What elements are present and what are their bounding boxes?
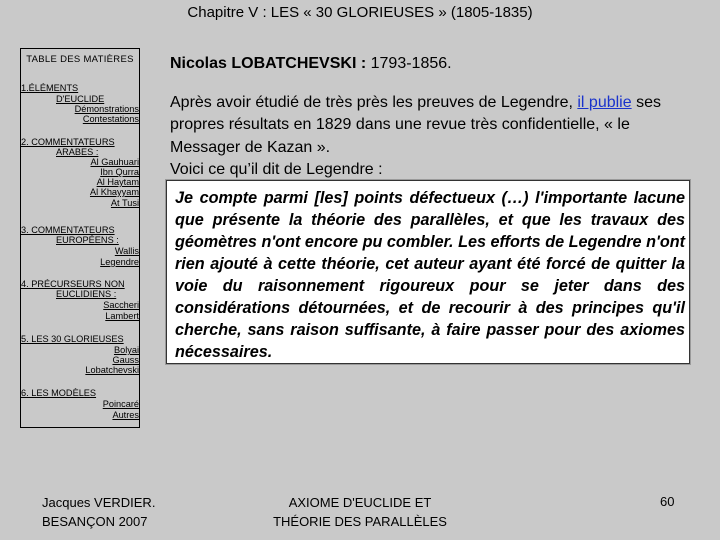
intro-text: Après avoir étudié de très près les preuves de Legendre, [170, 94, 578, 111]
slide-title: Chapitre V : LES « 30 GLORIEUSES » (1805-1835) [187, 4, 533, 21]
publication-link[interactable]: il publie [577, 94, 632, 111]
toc-entry[interactable] [21, 167, 141, 178]
toc-entry[interactable] [21, 345, 141, 356]
toc-entry[interactable] [21, 279, 139, 290]
toc-entry-label[interactable]: At Tusi [110, 198, 139, 208]
footer-course-title [260, 494, 460, 532]
toc-entry-label[interactable]: 3. COMMENTATEURS [21, 225, 115, 235]
toc-entry[interactable] [21, 246, 141, 257]
toc-entry[interactable] [21, 137, 139, 148]
toc-entry[interactable] [21, 399, 141, 410]
person-heading [170, 55, 452, 73]
intro-paragraph [170, 92, 692, 182]
toc-entry[interactable] [21, 257, 141, 268]
toc-entry[interactable] [21, 235, 174, 246]
toc-entry-label[interactable]: Saccheri [103, 300, 139, 310]
footer-author-place: BESANÇON 2007 [42, 513, 148, 529]
toc-entry-label[interactable]: Gauss [112, 355, 139, 365]
toc-entry[interactable] [21, 94, 174, 105]
toc-entry-label[interactable]: Al Gauhuari [90, 157, 139, 167]
toc-entry[interactable] [21, 225, 139, 236]
intro-last-line: Voici ce qu’il dit de Legendre : [170, 161, 383, 179]
toc-entry-label[interactable]: 4. PRÉCURSEURS NON [21, 279, 125, 289]
toc-entry-label[interactable]: Bolyai [113, 345, 139, 355]
person-dates: 1793-1856. [366, 55, 452, 72]
toc-entry[interactable] [21, 410, 141, 421]
toc-entry-label[interactable]: D'EUCLIDE [56, 94, 105, 104]
toc-entry-label[interactable]: EUCLIDIENS : [56, 289, 117, 299]
toc-entry[interactable] [21, 289, 174, 300]
toc-entry[interactable] [21, 177, 141, 188]
toc-entry-label[interactable]: Autres [112, 410, 139, 420]
page-number: 60 [660, 494, 675, 509]
toc-entry-label[interactable]: Wallis [114, 246, 139, 256]
toc-entry-label[interactable]: Al Khayyam [89, 187, 139, 197]
toc-entry-label[interactable]: Legendre [100, 257, 139, 267]
toc-entry-label[interactable]: Poincaré [102, 399, 139, 409]
toc-entry[interactable] [21, 104, 141, 115]
toc-entry-label[interactable]: Al Haytam [96, 177, 139, 187]
footer-author [42, 494, 155, 532]
toc-entry-label[interactable]: Lobatchevski [85, 365, 139, 375]
toc-entry[interactable] [21, 198, 141, 209]
footer-course-line1: AXIOME D'EUCLIDE ET [288, 495, 432, 510]
toc-entry-label[interactable]: Démonstrations [74, 104, 139, 114]
toc-entry[interactable] [21, 187, 141, 198]
toc-entry[interactable] [21, 365, 141, 376]
toc-entry[interactable] [21, 334, 139, 345]
toc-entry[interactable] [21, 388, 139, 399]
toc-entry-label[interactable]: ARABES : [56, 147, 99, 157]
toc-entry-label[interactable]: 1.ÉLÉMENTS [21, 83, 79, 93]
toc-entry[interactable] [21, 300, 141, 311]
toc-entry[interactable] [21, 311, 141, 322]
toc-entry[interactable] [21, 157, 141, 168]
toc-entry[interactable] [21, 114, 141, 125]
toc-entry[interactable] [21, 147, 174, 158]
toc-entry-label[interactable]: Ibn Qurra [100, 167, 139, 177]
toc-entry[interactable] [21, 355, 141, 366]
toc-entry-label[interactable]: 5. LES 30 GLORIEUSES [21, 334, 124, 344]
lobatchevski-quote: Je compte parmi [les] points défectueux (…) l'importante lacune que présente la théorie des parallèles, et que les travaux des géomètres n'ont encore pu combler. Les efforts de Legendre n'ont rien ajouté à cette théorie, cet auteur ayant été forcé de quitter la voie du raisonnement rigoureux pour se jeter dans des considérations détournées, et de recourir à des principes qu'il cherche, sans raison suffisante, à faire passer pour des axiomes nécessaires. [166, 180, 690, 364]
footer-author-name: Jacques VERDIER. [42, 495, 156, 510]
toc-entry-label[interactable]: Contestations [82, 114, 139, 124]
intro-text-rest: ses propres résultats en 1829 dans une revue très confidentielle, « le Messager de Kazan ». [170, 94, 661, 156]
toc-entry[interactable] [21, 83, 139, 94]
toc-entry-label[interactable]: 2. COMMENTATEURS [21, 137, 115, 147]
table-of-contents [20, 48, 140, 428]
toc-heading: TABLE DES MATIÈRES [26, 54, 134, 65]
toc-entry-label[interactable]: EUROPÉENS : [56, 235, 119, 245]
toc-entry-label[interactable]: 6. LES MODÈLES [21, 388, 97, 398]
footer-course-line2: THÉORIE DES PARALLÈLES [273, 513, 447, 529]
person-name: Nicolas LOBATCHEVSKI : [170, 55, 367, 72]
toc-entry-label[interactable]: Lambert [105, 311, 139, 321]
